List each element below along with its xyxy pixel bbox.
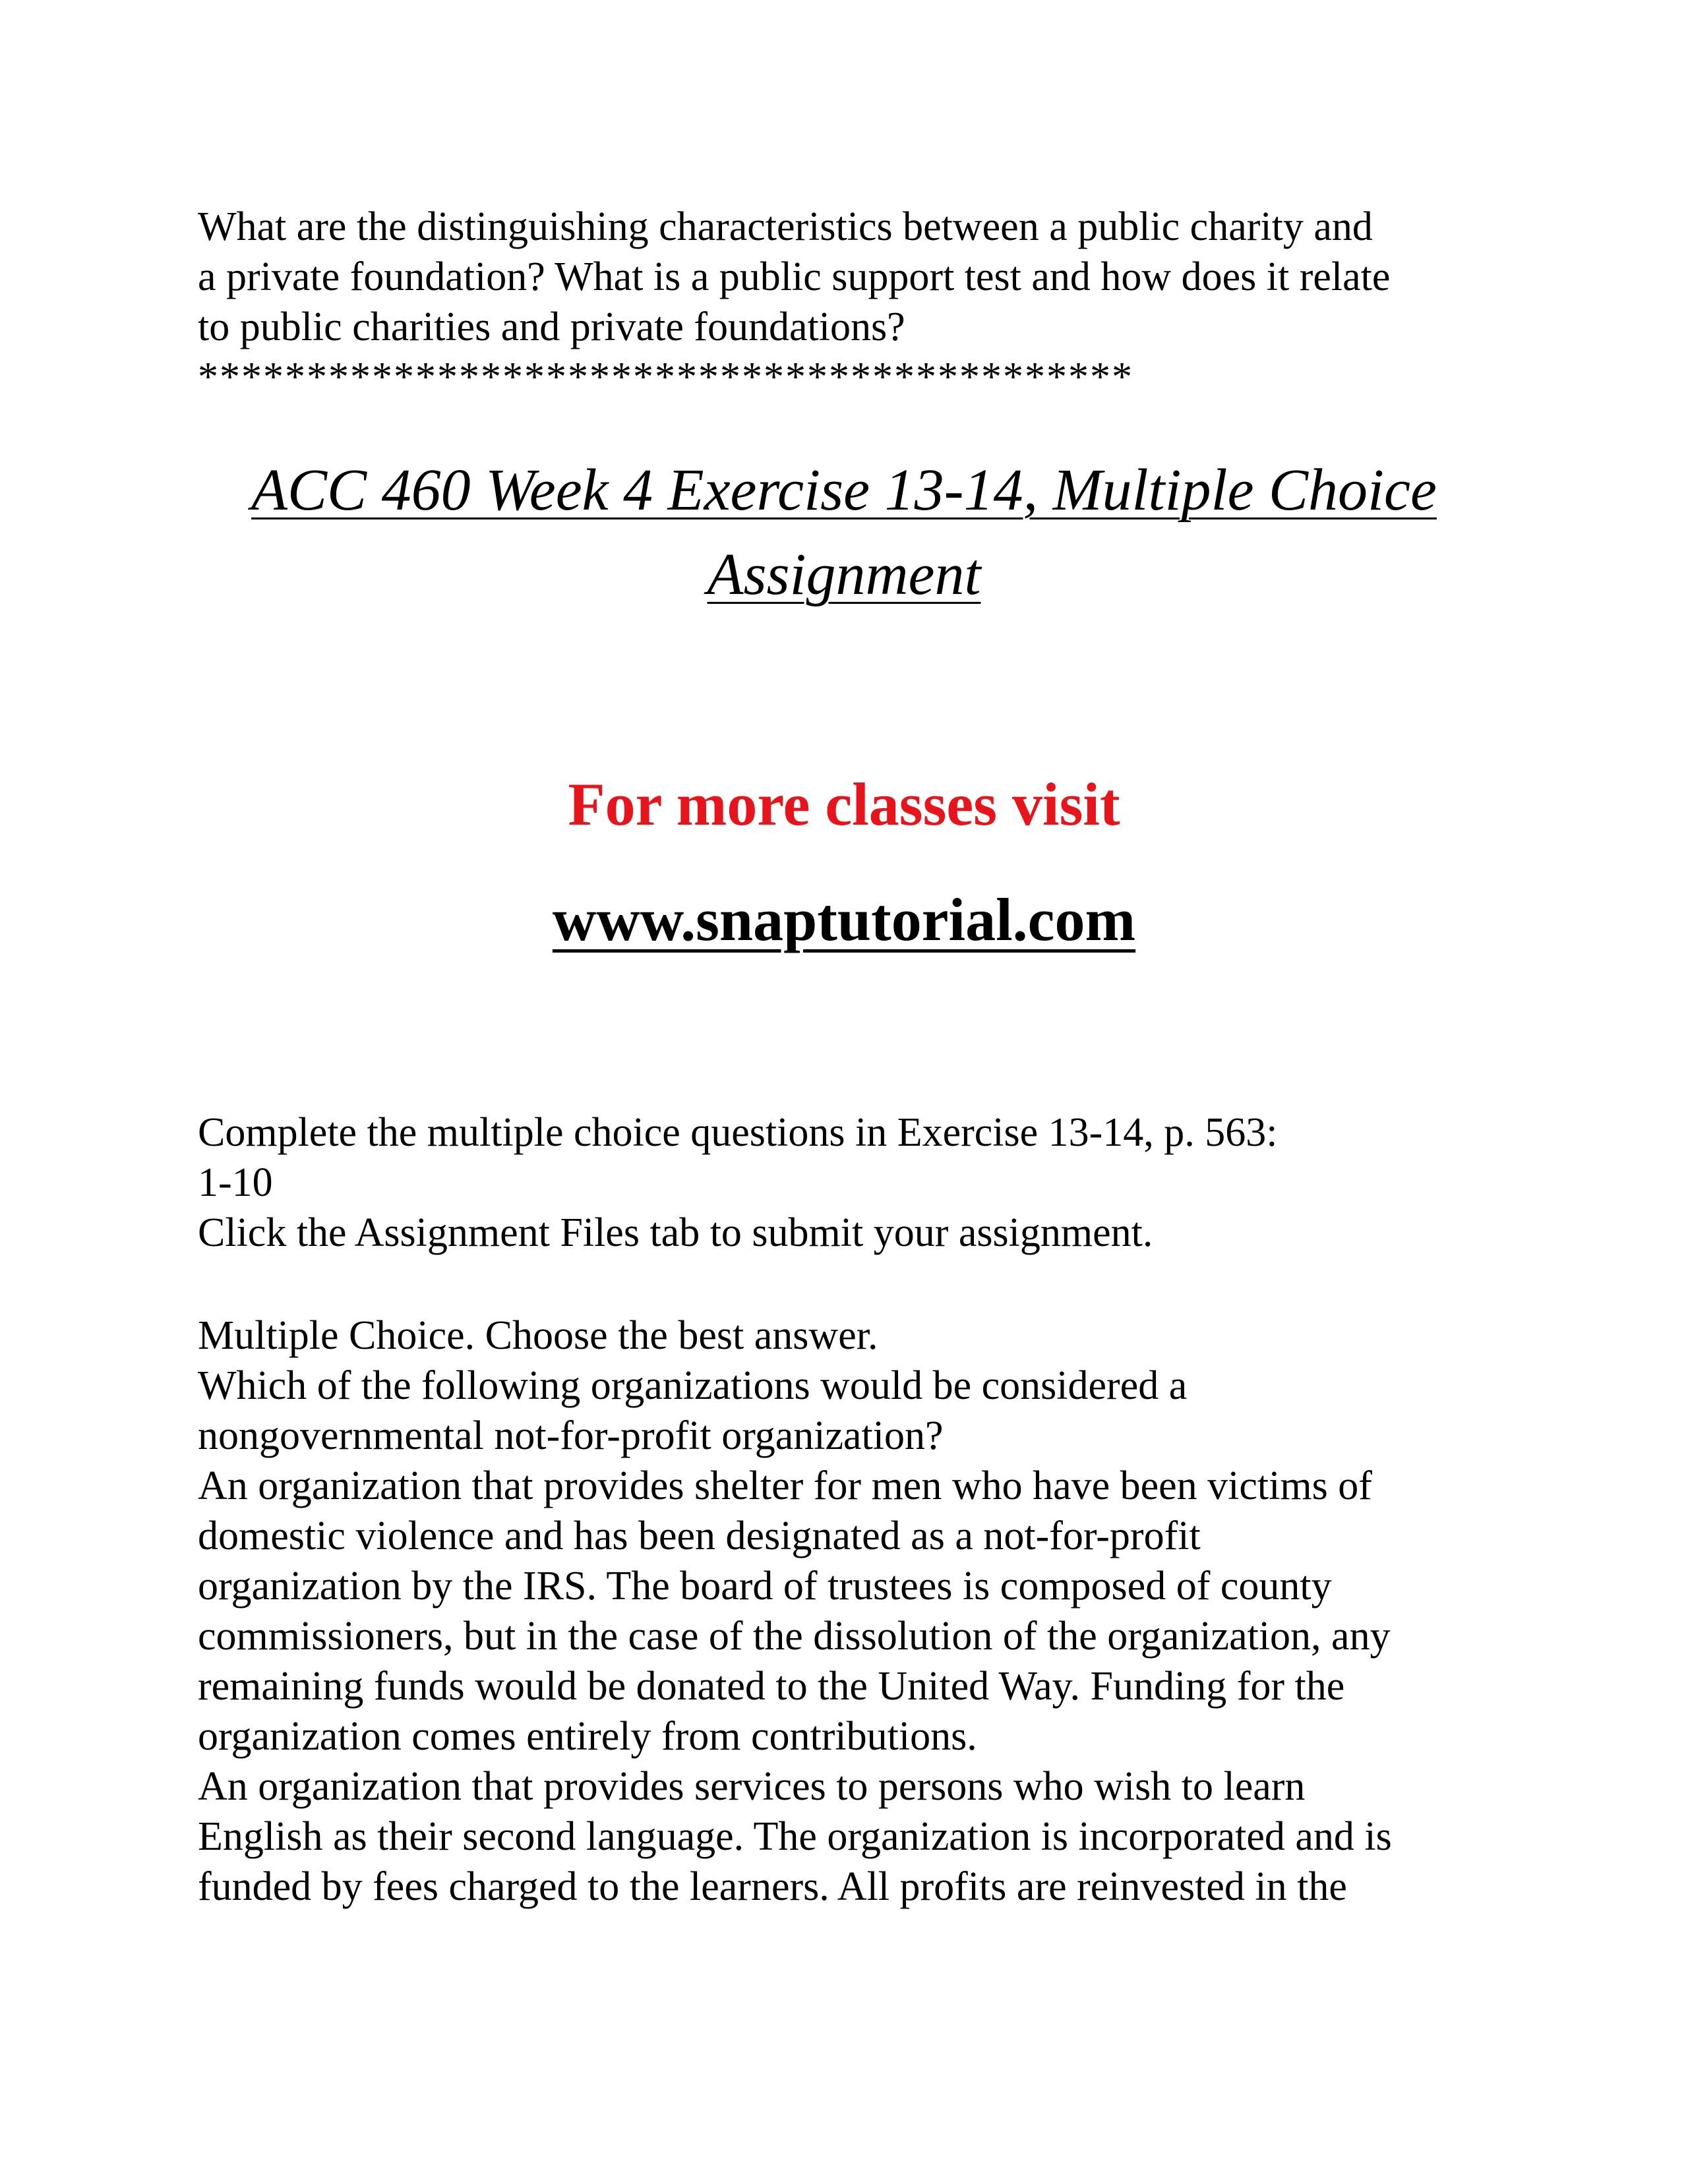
mc-line: remaining funds would be donated to the United Way. Funding for the (198, 1664, 1345, 1709)
mc-line: English as their second language. The organization is incorporated and is (198, 1814, 1392, 1859)
website-link[interactable]: www.snaptutorial.com (552, 886, 1136, 953)
mc-line: organization by the IRS. The board of trustees is composed of county (198, 1564, 1332, 1608)
mc-line: An organization that provides shelter for men who have been victims of (198, 1463, 1372, 1508)
asterisk-separator: ******************************************* (198, 355, 1133, 399)
promo-text: For more classes visit (568, 771, 1120, 838)
title-line: ACC 460 Week 4 Exercise 13-14, Multiple Choice (251, 457, 1437, 523)
instruction-line: Complete the multiple choice questions in Exercise 13-14, p. 563: (198, 1110, 1278, 1155)
assignment-instructions (198, 1107, 1503, 1258)
mc-line: Which of the following organizations would be considered a (198, 1363, 1188, 1408)
question-line: to public charities and private foundations? (198, 305, 905, 349)
mc-line: An organization that provides services to persons who wish to learn (198, 1764, 1306, 1809)
question-line: a private foundation? What is a public support test and how does it relate (198, 254, 1391, 299)
mc-line: commissioners, but in the case of the dissolution of the organization, any (198, 1614, 1391, 1659)
mc-line: domestic violence and has been designated as a not-for-profit (198, 1514, 1201, 1558)
title-line: Assignment (707, 542, 981, 607)
mc-line: nongovernmental not-for-profit organization? (198, 1413, 944, 1458)
instruction-line: 1-10 (198, 1160, 273, 1205)
instruction-line: Click the Assignment Files tab to submit your assignment. (198, 1210, 1153, 1255)
mc-line: funded by fees charged to the learners. All profits are reinvested in the (198, 1864, 1347, 1909)
multiple-choice-section (198, 1311, 1503, 1912)
mc-line: organization comes entirely from contributions. (198, 1714, 977, 1759)
assignment-title (0, 448, 1688, 617)
discussion-question (198, 202, 1503, 402)
mc-line: Multiple Choice. Choose the best answer. (198, 1313, 878, 1358)
question-line: What are the distinguishing characteristics between a public charity and (198, 204, 1373, 249)
